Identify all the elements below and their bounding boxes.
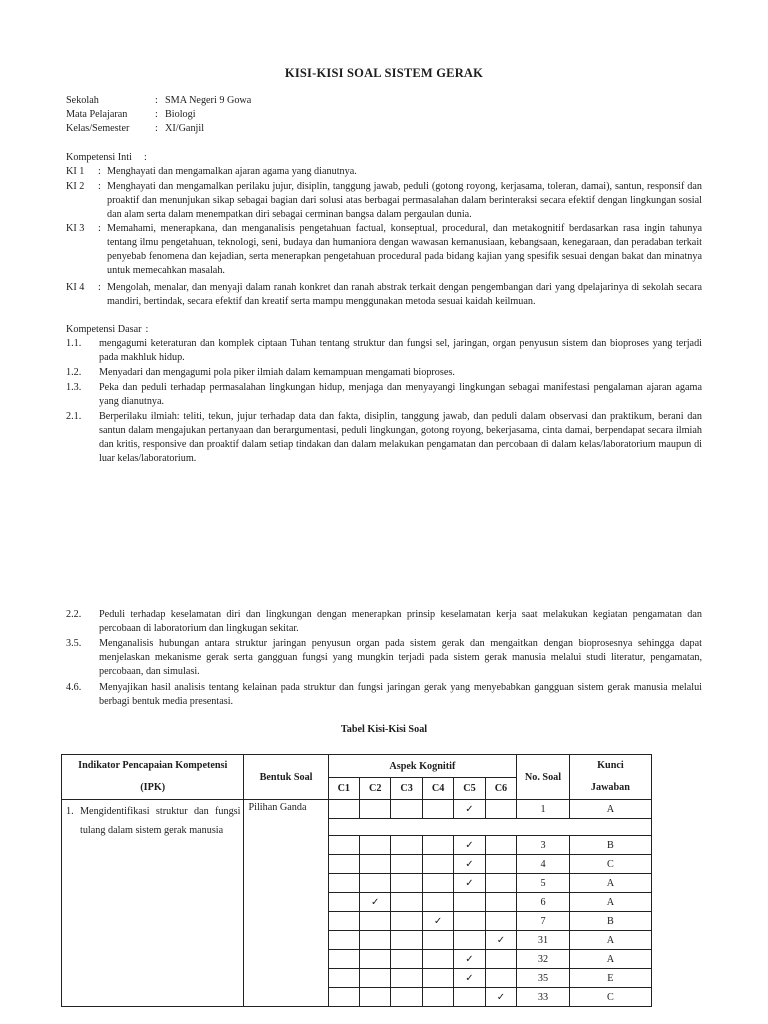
header-level: C1	[328, 778, 359, 800]
kd-item	[66, 410, 702, 466]
question-number: 7	[517, 912, 570, 931]
level-cell	[328, 855, 359, 874]
identity-value: SMA Negeri 9 Gowa	[165, 95, 252, 106]
answer-key: A	[569, 893, 651, 912]
kd-number: 2.2.	[66, 609, 82, 620]
level-cell	[485, 800, 516, 819]
level-cell	[391, 893, 422, 912]
question-number: 3	[517, 836, 570, 855]
level-cell	[422, 893, 453, 912]
kd-item	[66, 337, 702, 365]
level-cell	[328, 969, 359, 988]
level-cell	[485, 874, 516, 893]
indicator-text: Mengidentifikasi struktur dan fungsi tulang dalam sistem gerak manusia	[80, 806, 241, 836]
question-number: 31	[517, 931, 570, 950]
ki-item: KI 4 : Mengolah, menalar, dan menyaji dalam ranah konkret dan ranah abstrak terkait dengan pengembangan dari yang dpelajarinya di sekolah secara mandiri, bertindak, secara efektif dan kreatif serta mampu menggunakan metoda sesuai kaidah keilmuan.	[66, 282, 702, 307]
question-number: 6	[517, 893, 570, 912]
kd-number: 2.1.	[66, 411, 82, 422]
check-mark-icon: ✓	[454, 950, 485, 969]
check-mark-icon: ✓	[454, 969, 485, 988]
ki-code: KI 4	[66, 282, 85, 293]
header-bentuk-soal: Bentuk Soal	[244, 755, 328, 800]
identity-subject: Mata Pelajaran : Biologi	[66, 109, 196, 120]
check-mark-icon: ✓	[485, 931, 516, 950]
identity-label: Mata Pelajaran	[66, 109, 128, 120]
level-cell	[454, 912, 485, 931]
level-cell	[422, 988, 453, 1007]
level-cell	[391, 988, 422, 1007]
level-cell	[422, 855, 453, 874]
level-cell	[328, 893, 359, 912]
table-body	[62, 800, 652, 1007]
identity-label: Sekolah	[66, 95, 99, 106]
header-level: C3	[391, 778, 422, 800]
level-cell	[360, 800, 391, 819]
identity-class: Kelas/Semester : XI/Ganjil	[66, 123, 205, 134]
level-cell	[391, 855, 422, 874]
level-cell	[328, 950, 359, 969]
level-cell	[360, 874, 391, 893]
level-cell	[391, 800, 422, 819]
level-cell	[422, 874, 453, 893]
kd-text: Menyajikan hasil analisis tentang kelainan pada struktur dan fungsi jaringan gerak yang menyebabkan gangguan sistem gerak manusia melalui berbagi bentuk media presentasi.	[99, 682, 702, 707]
ki-code: KI 3	[66, 223, 85, 234]
header-kunci-jawaban: Kunci Jawaban	[569, 755, 651, 800]
ki-text: Mengolah, menalar, dan menyaji dalam ranah konkret dan ranah abstrak terkait dengan pengembangan dari yang dpelajarinya di sekolah secara mandiri, bertindak, secara efektif dan kreatif serta mampu menggunakan metoda sesuai kaidah keilmuan.	[107, 282, 702, 307]
check-mark-icon: ✓	[454, 855, 485, 874]
check-mark-icon: ✓	[454, 800, 485, 819]
header-level: C2	[360, 778, 391, 800]
level-cell	[485, 912, 516, 931]
kd-text: mengagumi keteraturan dan komplek ciptaan Tuhan tentang struktur dan fungsi sel, jaringan, organ penyusun sistem dan bioproses yang terjadi pada makhluk hidup.	[99, 338, 702, 363]
kd-item	[66, 608, 702, 636]
level-cell	[485, 836, 516, 855]
kd-text: Menganalisis hubungan antara struktur jaringan penyusun organ pada sistem gerak dan mengaitkan dengan bioprosesnya sehingga dapat menjelaskan mekanisme gerak serta gangguan fungsi yang mungkin terjadi pada sistem gerak manusia melalui studi literatur, pengamatan, percobaan, dan simulasi.	[99, 638, 702, 677]
kd-number: 1.3.	[66, 382, 82, 393]
question-number: 1	[517, 800, 570, 819]
level-cell	[328, 800, 359, 819]
document-title: KISI-KISI SOAL SISTEM GERAK	[284, 66, 484, 80]
kd-number: 4.6.	[66, 682, 82, 693]
header-no-soal: No. Soal	[517, 755, 570, 800]
header-level: C5	[454, 778, 485, 800]
kd-text: Berperilaku ilmiah: teliti, tekun, jujur terhadap data dan fakta, disiplin, tanggung jawab, dan peduli dalam observasi dan praktikum, berani dan santun dalam mengajukan pertanyaan dan berargumentasi, peduli lingkungan, gotong royong, bekerjasama, cinta damai, berpendapat secara ilmiah dan kritis, responsive dan proaktif dalam setiap tindakan dan dalam melakukan pengamatan dan percobaan di dalam kelas/laboratorium maupun di luar kelas/laboratorium.	[99, 411, 702, 464]
ki-text: Menghayati dan mengamalkan perilaku jujur, disiplin, tanggung jawab, peduli (gotong royong, kerjasama, toleran, damai), santun, responsif dan proaktif dan menunjukan sikap sebagai bagian dari solusi atas berbagai permasalahan dalam berinteraksi secara efektif dengan lingkungan sosial dan alam serta dalam menempatkan diri sebagai cerminan bangsa dalam pergaulan dunia.	[107, 181, 702, 220]
check-mark-icon: ✓	[485, 988, 516, 1007]
answer-key: B	[569, 836, 651, 855]
ki-text: Menghayati dan mengamalkan ajaran agama yang dianutnya.	[107, 166, 357, 177]
level-cell	[360, 988, 391, 1007]
table-row	[62, 800, 652, 819]
question-number: 35	[517, 969, 570, 988]
question-number: 5	[517, 874, 570, 893]
check-mark-icon: ✓	[454, 874, 485, 893]
kd-heading: Kompetensi Dasar :	[66, 324, 149, 335]
kd-text: Menyadari dan mengagumi pola piker ilmiah dalam kemampuan mengamati bioproses.	[99, 367, 455, 378]
level-cell	[454, 931, 485, 950]
question-number: 4	[517, 855, 570, 874]
header-aspek-kognitif: Aspek Kognitif	[328, 755, 517, 778]
kd-text: Peduli terhadap keselamatan diri dan lingkungan dengan menerapkan prinsip keselamatan kerja saat melakukan kegiatan pengamatan dan percobaan di laboratorium dan lingkugan sekitar.	[99, 609, 702, 634]
level-cell	[360, 950, 391, 969]
kisi-kisi-table	[61, 754, 652, 1007]
kd-item	[66, 681, 702, 709]
ki-code: KI 1	[66, 166, 85, 177]
kd-item	[66, 637, 702, 679]
level-cell	[485, 969, 516, 988]
level-cell	[391, 931, 422, 950]
level-cell	[391, 874, 422, 893]
ki-heading: Kompetensi Inti :	[66, 152, 147, 163]
level-cell	[454, 893, 485, 912]
identity-value: Biologi	[165, 109, 196, 120]
answer-key: A	[569, 874, 651, 893]
blank-cell	[328, 819, 651, 836]
level-cell	[360, 969, 391, 988]
answer-key: A	[569, 800, 651, 819]
identity-value: XI/Ganjil	[165, 123, 205, 134]
check-mark-icon: ✓	[454, 836, 485, 855]
indicator-number: 1.	[66, 806, 74, 817]
kd-text: Peka dan peduli terhadap permasalahan lingkungan hidup, menjaga dan menyayangi lingkungan sebagai manifestasi pengalaman ajaran agama yang dianutnya.	[99, 382, 702, 407]
header-ipk: Indikator Pencapaian Kompetensi (IPK)	[62, 755, 244, 800]
level-cell	[422, 931, 453, 950]
level-cell	[485, 893, 516, 912]
level-cell	[391, 912, 422, 931]
level-cell	[391, 950, 422, 969]
level-cell	[360, 836, 391, 855]
level-cell	[328, 988, 359, 1007]
ki-item: KI 1 : Menghayati dan mengamalkan ajaran agama yang dianutnya.	[66, 165, 702, 179]
level-cell	[328, 912, 359, 931]
kd-item	[66, 381, 702, 409]
header-level: C6	[485, 778, 516, 800]
ki-code: KI 2	[66, 181, 85, 192]
answer-key: B	[569, 912, 651, 931]
level-cell	[328, 931, 359, 950]
level-cell	[328, 836, 359, 855]
level-cell	[391, 969, 422, 988]
kd-number: 3.5.	[66, 638, 82, 649]
kd-number: 1.1.	[66, 338, 82, 349]
level-cell	[391, 836, 422, 855]
bentuk-soal-cell: Pilihan Ganda	[244, 800, 328, 1007]
level-cell	[360, 855, 391, 874]
check-mark-icon: ✓	[360, 893, 391, 912]
question-number: 32	[517, 950, 570, 969]
level-cell	[422, 950, 453, 969]
level-cell	[328, 874, 359, 893]
answer-key: C	[569, 988, 651, 1007]
ki-item: KI 2 : Menghayati dan mengamalkan perilaku jujur, disiplin, tanggung jawab, peduli (gotong royong, kerjasama, toleran, damai), santun, responsif dan proaktif dan menunjukan sikap sebagai bagian dari solusi atas berbagai permasalahan dalam berinteraksi secara efektif dengan lingkungan sosial dan alam serta dalam menempatkan diri sebagai cerminan bangsa dalam pergaulan dunia.	[66, 181, 702, 220]
level-cell	[454, 988, 485, 1007]
identity-school: Sekolah : SMA Negeri 9 Gowa	[66, 95, 252, 106]
kd-number: 1.2.	[66, 367, 82, 378]
answer-key: A	[569, 950, 651, 969]
level-cell	[360, 912, 391, 931]
answer-key: C	[569, 855, 651, 874]
level-cell	[360, 931, 391, 950]
kd-item	[66, 366, 702, 380]
header-level: C4	[422, 778, 453, 800]
level-cell	[422, 969, 453, 988]
table-caption: Tabel Kisi-Kisi Soal	[340, 724, 428, 735]
identity-label: Kelas/Semester	[66, 123, 130, 134]
level-cell	[485, 950, 516, 969]
question-number: 33	[517, 988, 570, 1007]
check-mark-icon: ✓	[422, 912, 453, 931]
answer-key: A	[569, 931, 651, 950]
indicator-cell	[62, 800, 244, 1007]
level-cell	[485, 855, 516, 874]
ki-text: Memahami, menerapkana, dan menganalisis pengetahuan factual, konseptual, procedural, dan metakognitif berdasarkan rasa ingin tahunya tentang ilmu pengetahuan, teknologi, seni, budaya dan humaniora dengan wawasan kemanusiaan, kebangsaan, kenegaraan, dan peradaban terkait penyebab fenomena dan kejadian, serta menerapkan pengetahuan procedural pada bidang kajian yang spesifik sesuai dengan bakat dan minatnya untuk memecahkan masalah.	[107, 223, 702, 276]
answer-key: E	[569, 969, 651, 988]
level-cell	[422, 836, 453, 855]
ki-item: KI 3 : Memahami, menerapkana, dan menganalisis pengetahuan factual, konseptual, procedural, dan metakognitif berdasarkan rasa ingin tahunya tentang ilmu pengetahuan, teknologi, seni, budaya dan humaniora dengan wawasan kemanusiaan, kebangsaan, kenegaraan, dan peradaban terkait penyebab fenomena dan kejadian, serta menerapkan pengetahuan procedural pada bidang kajian yang spesifik sesuai dengan bakat dan minatnya untuk memecahkan masalah.	[66, 223, 702, 276]
level-cell	[422, 800, 453, 819]
